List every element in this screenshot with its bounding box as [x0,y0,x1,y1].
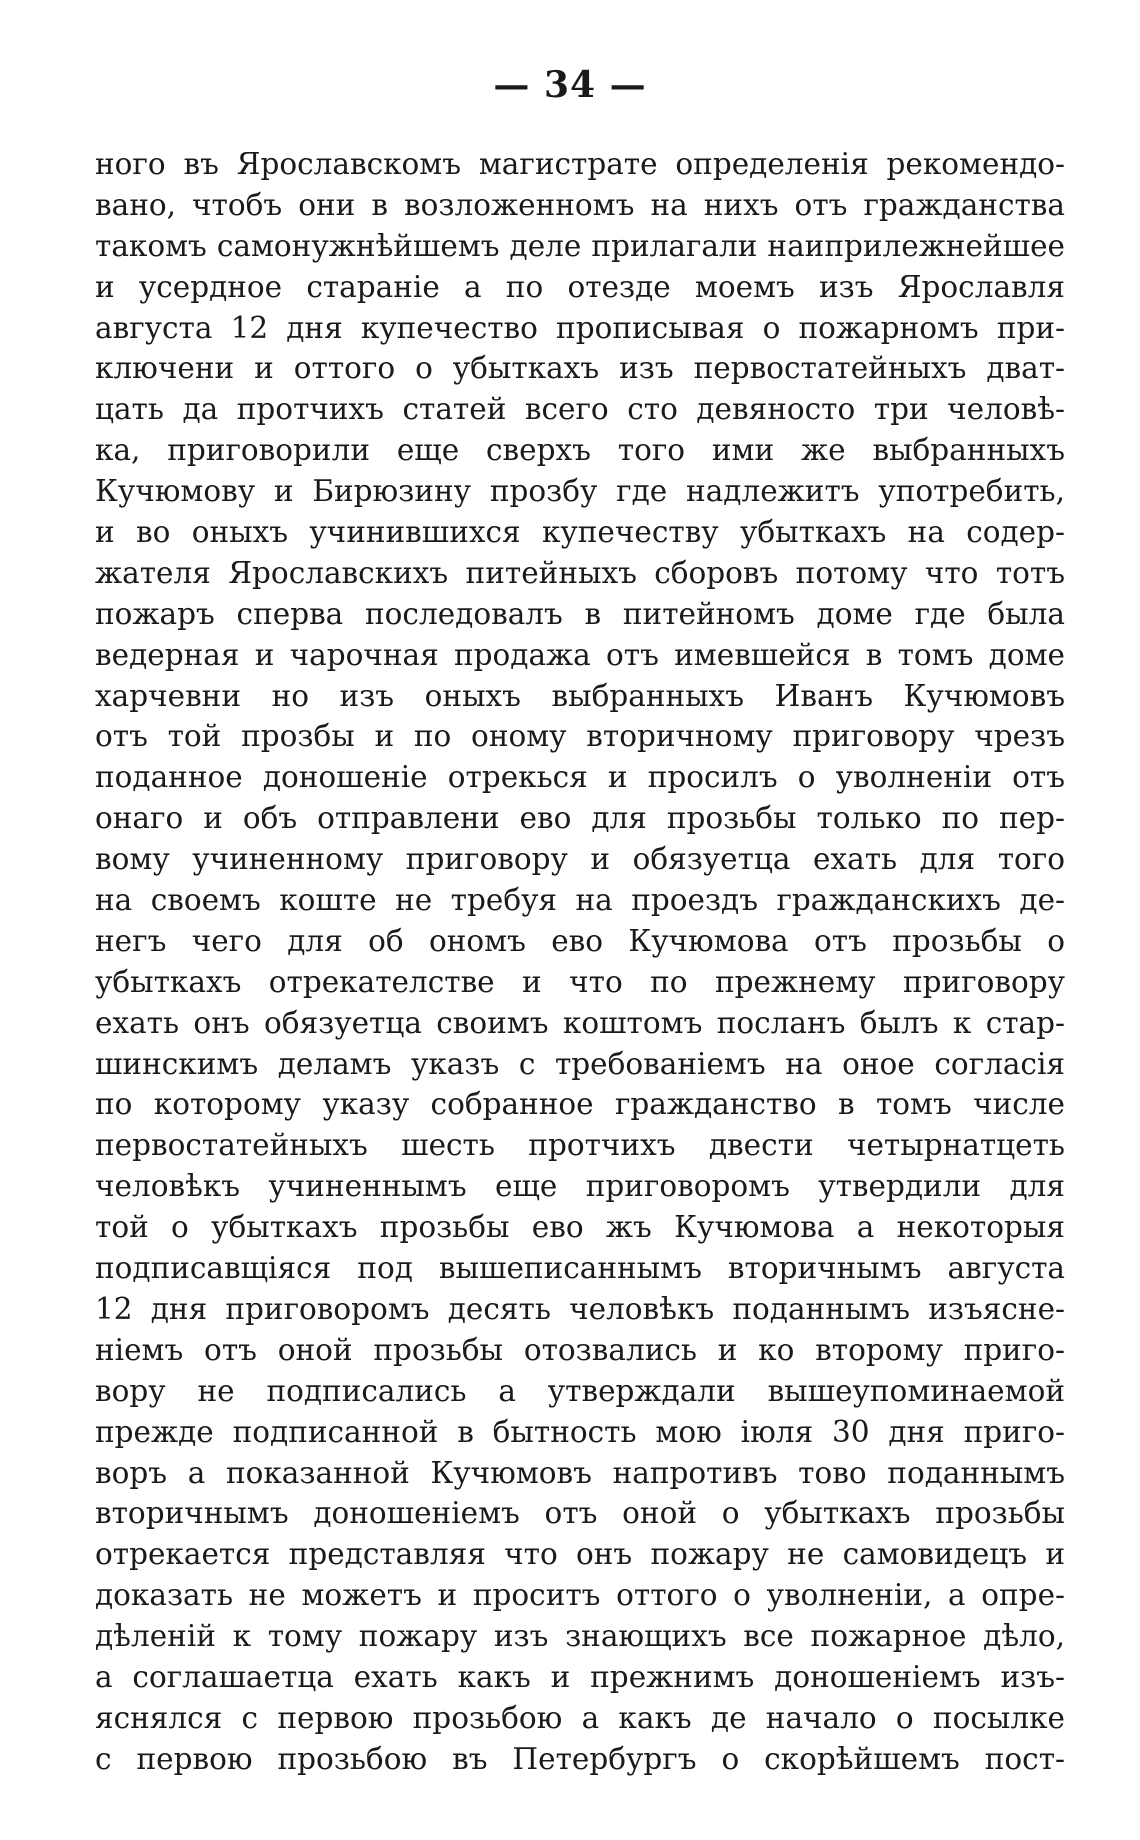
text-line: ключени и оттого о убыткахъ изъ первостатейныхъ дват- [95,351,1065,386]
text-line: подписавщіяся под вышеписаннымъ вторичнымъ августа [95,1251,1065,1286]
text-line: вому учиненному приговору и обязуетца ехать для того [95,842,1065,877]
text-line: поданное доношеніе отрекься и просилъ о уволненіи отъ [95,760,1065,795]
text-line: вано, чтобъ они в возложенномъ на нихъ отъ гражданства [95,187,1065,222]
page-number-header: — 34 — [493,64,647,106]
text-line: ніемъ отъ оной прозьбы отозвались и ко второму приго- [95,1332,1065,1367]
text-line: вору не подписались а утверждали вышеупоминаемой [95,1373,1065,1408]
text-line: пожаръ сперва последовалъ в питейномъ доме где была [95,596,1065,631]
text-line: по которому указу собранное гражданство в томъ числе [95,1087,1065,1122]
text-line: цать да протчихъ статей всего сто девяносто три человѣ- [95,392,1065,427]
text-line: августа 12 дня купечество прописывая о пожарномъ при- [95,310,1065,345]
text-line: жателя Ярославскихъ питейныхъ сборовъ потому что тотъ [95,555,1065,590]
text-line: ведерная и чарочная продажа отъ имевшейся в томъ доме [95,637,1065,672]
text-line: 12 дня приговоромъ десять человѣкъ поданнымъ изъясне- [95,1291,1065,1326]
text-line: доказать не можетъ и проситъ оттого о уволненіи, а опре- [95,1578,1065,1613]
text-line: яснялся с первою прозьбою а какъ де начало о посылке [95,1700,1065,1735]
text-line: той о убыткахъ прозьбы ево жъ Кучюмова а некоторыя [95,1210,1065,1245]
text-line: Кучюмову и Бирюзину прозбу где надлежитъ употребить, [95,474,1065,509]
body-text [95,144,1065,1780]
text-line: человѣкъ учиненнымъ еще приговоромъ утвердили для [95,1169,1065,1204]
text-line: ного въ Ярославскомъ магистрате определенія рекомендо- [95,147,1065,181]
text-line: а соглашаетца ехать какъ и прежнимъ доношеніемъ изъ- [95,1659,1065,1694]
text-line: дѣленій к тому пожару изъ знающихъ все пожарное дѣло, [95,1619,1065,1654]
text-line: онаго и объ отправлени ево для прозьбы только по пер- [95,801,1065,836]
text-line: вторичнымъ доношеніемъ отъ оной о убыткахъ прозьбы [95,1496,1065,1531]
text-line: отрекается представляя что онъ пожару не самовидецъ и [95,1537,1065,1572]
text-line: с первою прозьбою въ Петербургъ о скорѣйшемъ пост- [95,1741,1065,1776]
text-line: и во оныхъ учинившихся купечеству убыткахъ на содер- [95,515,1065,550]
text-line: воръ а показанной Кучюмовъ напротивъ тово поданнымъ [95,1455,1065,1490]
text-line: шинскимъ деламъ указъ с требованіемъ на оное согласія [95,1046,1065,1081]
text-line: убыткахъ отрекателстве и что по прежнему приговору [95,964,1065,999]
text-line: харчевни но изъ оныхъ выбранныхъ Иванъ Кучюмовъ [95,678,1065,713]
text-line: и усердное стараніе а по отезде моемъ изъ Ярославля [95,269,1065,304]
text-line: негъ чего для об ономъ ево Кучюмова отъ прозьбы о [95,923,1065,958]
text-line: на своемъ коште не требуя на проездъ гражданскихъ де- [95,883,1065,918]
text-line: первостатейныхъ шесть протчихъ двести четырнатцеть [95,1128,1065,1163]
text-line: ка, приговорили еще сверхъ того ими же выбранныхъ [95,433,1065,468]
text-line: отъ той прозбы и по оному вторичному приговору чрезъ [95,719,1065,754]
text-line: прежде подписанной в бытность мою іюля 30 дня приго- [95,1414,1065,1449]
text-line: такомъ самонужнѣйшемъ деле прилагали наиприлежнейшее [95,228,1065,263]
text-line: ехать онъ обязуетца своимъ коштомъ посланъ былъ к стар- [95,1005,1065,1040]
